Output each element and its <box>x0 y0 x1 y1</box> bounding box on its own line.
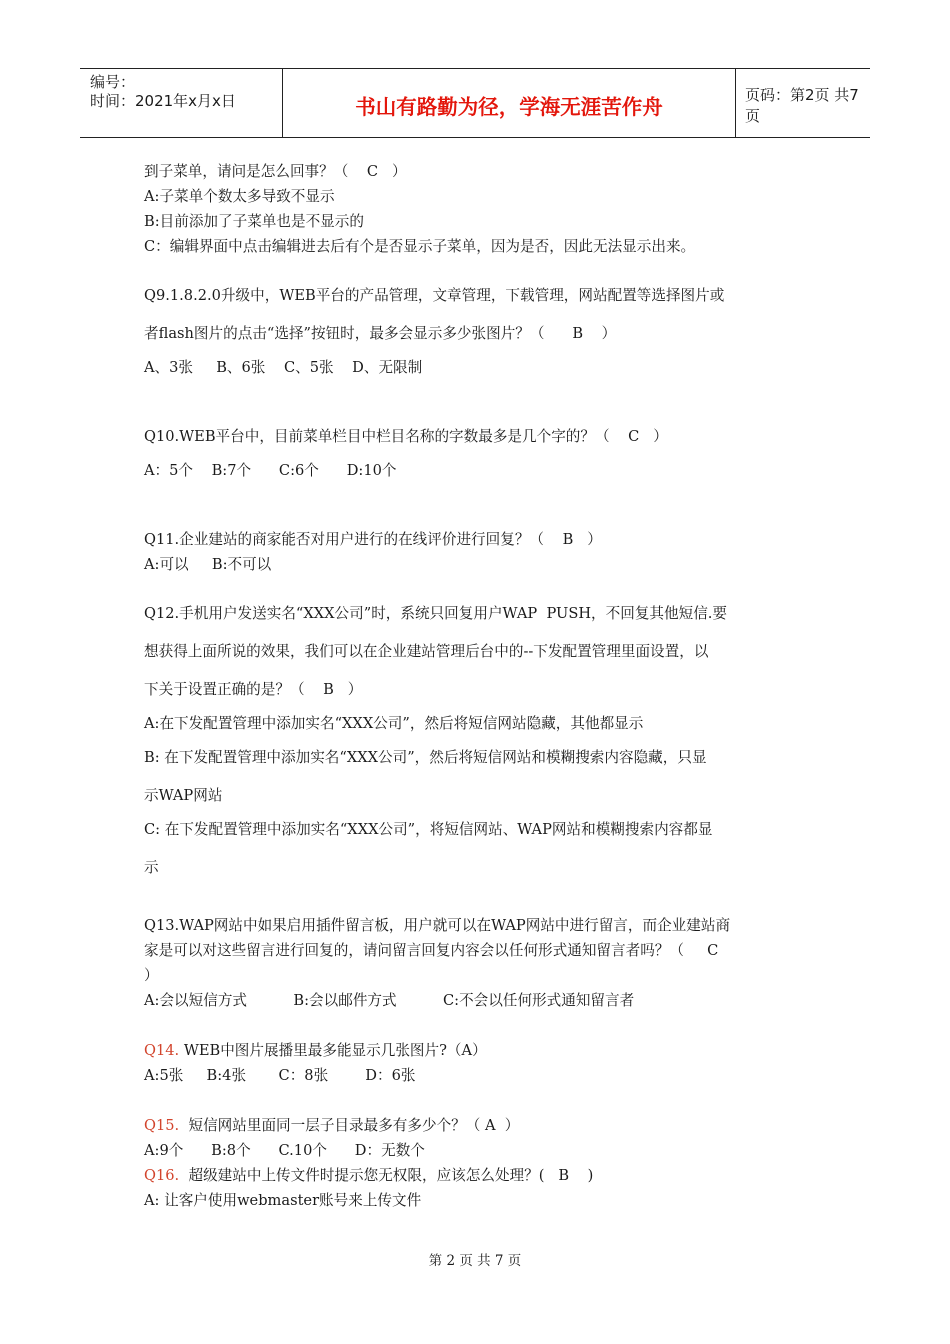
page-footer: 第 2 页 共 7 页 <box>428 1253 522 1269</box>
answer-options: A：5个 B:7个 C:6个 D:10个 <box>144 462 397 479</box>
header-meta-cell <box>80 69 282 137</box>
page-number-label: 页码：第2页 共7页 <box>745 86 859 125</box>
motto-text: 书山有路勤为径，学海无涯苦作舟 <box>355 95 663 119</box>
text-line: C：编辑界面中点击编辑进去后有个是否显示子菜单，因为是否，因此无法显示出来。 <box>144 238 696 255</box>
question-text: WEB中图片展播里最多能显示几张图片?（A） <box>183 1042 487 1059</box>
answer-options: A:5张 B:4张 C：8张 D：6张 <box>144 1067 416 1084</box>
answer-options: A、3张 B、6张 C、5张 D、无限制 <box>144 359 423 376</box>
text-line: 想获得上面所说的效果，我们可以在企业建站管理后台中的--下发配置管理里面设置，以 <box>144 643 709 660</box>
answer-options: A:会以短信方式 B:会以邮件方式 C:不会以任何形式通知留言者 <box>144 992 635 1009</box>
answer-option: A:在下发配置管理中添加实名“XXX公司”，然后将短信网站隐藏，其他都显示 <box>144 715 644 732</box>
answer-option: A: 让客户使用webmaster账号来上传文件 <box>144 1192 422 1209</box>
question-line <box>144 1117 519 1135</box>
question-number-q15: Q15. <box>144 1117 180 1134</box>
answer-options: A:9个 B:8个 C.10个 D：无数个 <box>144 1142 425 1159</box>
document-time-label: 时间：2021年x月x日 <box>90 92 236 110</box>
question-line: Q11.企业建站的商家能否对用户进行的在线评价进行回复？（ B ） <box>144 531 602 548</box>
question-line: Q10.WEB平台中，目前菜单栏目中栏目名称的字数最多是几个字的？（ C ） <box>144 428 668 445</box>
header-page-cell <box>736 69 870 137</box>
question-line <box>144 1167 593 1185</box>
text-line: 者flash图片的点击“选择”按钮时，最多会显示多少张图片？（ B ） <box>144 325 617 342</box>
answer-option: B: 在下发配置管理中添加实名“XXX公司”，然后将短信网站和模糊搜索内容隐藏，只显 <box>144 749 707 766</box>
text-line: ） <box>144 967 159 984</box>
text-line: 家是可以对这些留言进行回复的，请问留言回复内容会以任何形式通知留言者吗？（ C <box>144 942 719 959</box>
document-number-label: 编号： <box>90 73 136 91</box>
text-line: 下关于设置正确的是？（ B ） <box>144 681 363 698</box>
question-text: 短信网站里面同一层子目录最多有多少个？（ A ） <box>188 1117 520 1134</box>
header-table <box>80 68 870 138</box>
text-line: B:目前添加了子菜单也是不显示的 <box>144 213 364 230</box>
header-motto-cell <box>282 69 736 137</box>
answer-options: A:可以 B:不可以 <box>144 556 272 573</box>
question-line: Q9.1.8.2.0升级中，WEB平台的产品管理，文章管理，下载管理，网站配置等选择图片或 <box>144 287 725 304</box>
answer-option: C: 在下发配置管理中添加实名“XXX公司”，将短信网站、WAP网站和模糊搜索内容都显 <box>144 821 713 838</box>
question-line: Q12.手机用户发送实名“XXX公司”时，系统只回复用户WAP PUSH，不回复其他短信.要 <box>144 605 728 622</box>
text-line: A:子菜单个数太多导致不显示 <box>144 188 335 205</box>
question-line: Q13.WAP网站中如果启用插件留言板，用户就可以在WAP网站中进行留言，而企业建站商 <box>144 917 731 934</box>
question-text: 超级建站中上传文件时提示您无权限，应该怎么处理？( B ) <box>188 1167 594 1184</box>
question-line <box>144 1042 487 1060</box>
text-line: 示WAP网站 <box>144 787 223 804</box>
question-number-q14: Q14. <box>144 1042 180 1059</box>
text-line: 示 <box>144 859 159 876</box>
question-number-q16: Q16. <box>144 1167 180 1184</box>
text-line: 到子菜单，请问是怎么回事？（ C ） <box>144 163 407 180</box>
